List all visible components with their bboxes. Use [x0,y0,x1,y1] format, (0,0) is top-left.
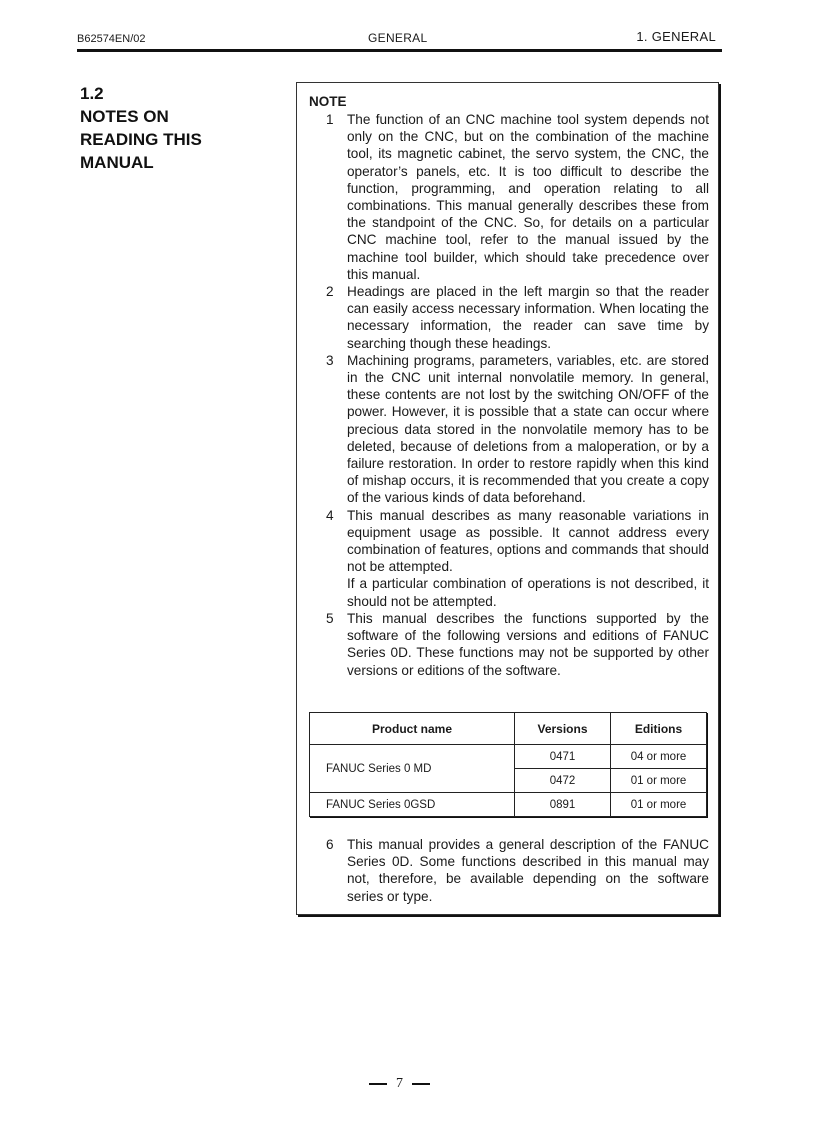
note-item-2 [326,283,709,352]
table-cell-version: 0471 [515,745,611,769]
section-title-line-2: READING THIS [80,130,202,149]
table-row [310,745,707,769]
note-item-text: This manual describes as many reasonable variations in equipment usage as possible. It cannot address every combination of features, options and commands that should not be attempted. [347,507,709,575]
footer-dash-left [369,1083,387,1085]
header-rule [77,49,722,52]
note-item-number: 5 [326,610,334,626]
product-version-table [309,712,707,817]
note-item-number: 2 [326,284,334,300]
table-header-product: Product name [310,713,515,745]
note-list [326,111,709,679]
header-chapter-title: 1. GENERAL [636,29,716,44]
note-item-number: 6 [326,837,334,852]
table-cell-edition: 04 or more [611,745,707,769]
table-cell-edition: 01 or more [611,769,707,793]
note-item-text: The function of an CNC machine tool system depends not only on the CNC, but on the combination of the machine tool, its magnetic cabinet, the servo system, the CNC, the operator’s panels, etc. It is too difficult to describe the function, programming, and operation relating to all combinations. This manual generally describes these from the standpoint of the CNC. So, for details on a particular CNC machine tool, refer to the manual issued by the machine tool builder, which should take precedence over this manual. [347,112,709,282]
note-item-number: 1 [326,112,334,127]
section-title-line-3: MANUAL [80,153,154,172]
table-cell-product: FANUC Series 0GSD [310,793,515,817]
note-item-number: 3 [326,352,334,368]
table-header-versions: Versions [515,713,611,745]
table-cell-version: 0472 [515,769,611,793]
header-doc-code: B62574EN/02 [77,33,146,45]
table-header-row [310,713,707,745]
note-item-text: This manual provides a general description of the FANUC Series 0D. Some functions described in this manual may not, therefore, be available depending on the software series or type. [347,837,709,904]
table-header-editions: Editions [611,713,707,745]
table-cell-edition: 01 or more [611,793,707,817]
note-item-5 [326,610,709,679]
table-row [310,793,707,817]
page-number: 7 [396,1076,403,1091]
note-list-continued [326,836,709,905]
header-center-title: GENERAL [368,31,428,45]
section-heading [80,82,202,174]
note-item-3 [326,352,709,507]
note-item-text: If a particular combination of operations is not described, it should not be attempted. [347,576,709,609]
note-item-6 [326,836,709,905]
footer-dash-right [412,1083,430,1085]
note-item-text: Machining programs, parameters, variables, etc. are stored in the CNC unit internal nonvolatile memory. In general, these contents are not lost by the switching ON/OFF of the power. However, it is possible that a state can occur where precious data stored in the nonvolatile memory has to be deleted, because of deletions from a maloperation, or by a failure restoration. In order to restore rapidly when this kind of mishap occurs, it is recommended that you create a copy of the various kinds of data beforehand. [347,352,709,506]
note-item-number: 4 [326,507,334,523]
note-item-text: This manual describes the functions supported by the software of the following versions and editions of FANUC Series 0D. These functions may not be supported by other versions or editions of the software. [347,610,709,678]
note-item-4 [326,507,709,610]
table-cell-product: FANUC Series 0 MD [310,745,515,793]
section-number: 1.2 [80,84,104,103]
note-item-1 [326,111,709,283]
section-title-line-1: NOTES ON [80,107,169,126]
page-footer [360,1076,439,1092]
table-cell-version: 0891 [515,793,611,817]
note-box [296,82,719,915]
note-item-text: Headings are placed in the left margin so that the reader can easily access necessary information. When locating the necessary information, the reader can save time by searching though these headings. [347,284,709,351]
note-label: NOTE [309,94,347,109]
